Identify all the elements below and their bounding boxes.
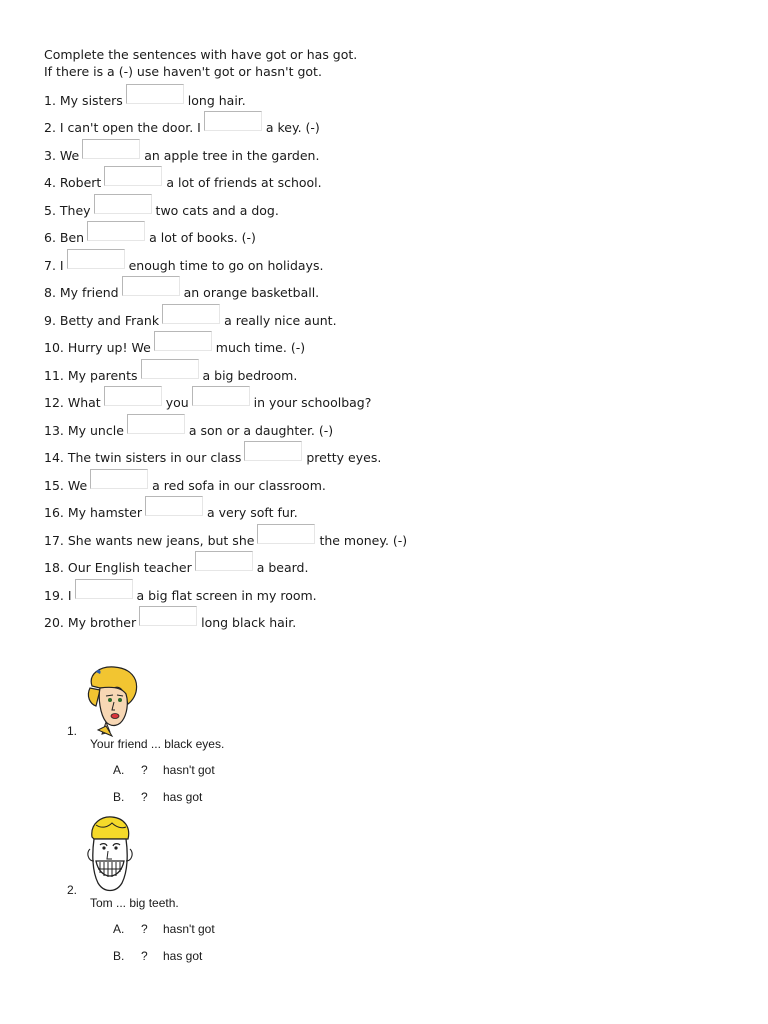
exercise-text: enough time to go on holidays. xyxy=(128,257,324,273)
option-letter: B. xyxy=(113,949,125,963)
exercise-text: 7. I xyxy=(44,257,64,273)
exercise-text: 1. My sisters xyxy=(44,92,123,108)
exercise-text: 4. Robert xyxy=(44,175,102,190)
exercise-text: 16. My hamster xyxy=(44,505,143,520)
exercise-text: a lot of friends at school. xyxy=(166,175,322,190)
instruction-line-1: Complete the sentences with have got or has got. xyxy=(44,47,358,62)
option-icon: ? xyxy=(141,790,148,804)
exercise-text: two cats and a dog. xyxy=(155,202,279,218)
exercise-text: 6. Ben xyxy=(44,230,85,245)
exercise-text: 12. What xyxy=(44,395,101,410)
exercise-text: 15. We xyxy=(44,477,88,493)
exercise-text: a very soft fur. xyxy=(207,505,298,520)
exercise-text: 20. My brother xyxy=(44,615,137,630)
exercise-text: the money. (-) xyxy=(319,532,408,548)
option-text: has got xyxy=(163,949,203,963)
exercise-text: a lot of books. (-) xyxy=(149,230,256,245)
instruction-line-2: If there is a (-) use haven't got or hasn't got. xyxy=(44,64,322,79)
exercise-text: pretty eyes. xyxy=(306,450,382,465)
exercise-text: 14. The twin sisters in our class xyxy=(44,450,242,465)
option-letter: B. xyxy=(113,790,125,804)
exercise-text: long black hair. xyxy=(201,615,297,630)
exercise-text: 9. Betty and Frank xyxy=(44,312,160,328)
exercise-text: 10. Hurry up! We xyxy=(44,340,151,355)
exercise-text: long hair. xyxy=(187,92,246,108)
exercise-text: an apple tree in the garden. xyxy=(144,147,320,163)
exercise-text: you xyxy=(165,395,189,410)
exercise-text: much time. (-) xyxy=(215,340,306,355)
option-text: hasn't got xyxy=(163,763,215,777)
option-icon: ? xyxy=(141,922,148,936)
grinning-man-face-icon xyxy=(86,815,134,897)
exercise-text: in your schoolbag? xyxy=(253,395,372,410)
exercise-text: a key. (-) xyxy=(265,120,320,135)
exercise-text: a beard. xyxy=(256,560,309,575)
quiz-question-text: Your friend ... black eyes. xyxy=(90,737,225,751)
exercise-text: 13. My uncle xyxy=(44,422,124,438)
exercise-text: an orange basketball. xyxy=(183,285,320,300)
exercise-text: a big bedroom. xyxy=(202,367,298,383)
quiz-option[interactable] xyxy=(113,790,202,804)
exercise-text: 3. We xyxy=(44,147,80,163)
option-letter: A. xyxy=(113,763,125,777)
option-icon: ? xyxy=(141,949,148,963)
exercise-text: 18. Our English teacher xyxy=(44,560,192,575)
exercise-text: a really nice aunt. xyxy=(224,312,337,328)
option-letter: A. xyxy=(113,922,125,936)
quiz-question-text: Tom ... big teeth. xyxy=(90,896,179,910)
quiz-question-number: 1. xyxy=(67,724,78,738)
exercise-text: 8. My friend xyxy=(44,285,119,300)
quiz-option[interactable] xyxy=(113,763,215,777)
exercise-text: a big flat screen in my room. xyxy=(136,587,317,603)
quiz-option[interactable] xyxy=(113,922,215,936)
quiz-question-number: 2. xyxy=(67,883,78,897)
exercise-text: 19. I xyxy=(44,587,72,603)
exercise-text: 11. My parents xyxy=(44,367,138,383)
exercise-text: 2. I can't open the door. I xyxy=(44,120,201,135)
exercise-text: a red sofa in our classroom. xyxy=(152,477,326,493)
woman-face-icon xyxy=(84,664,142,738)
option-text: hasn't got xyxy=(163,922,215,936)
option-text: has got xyxy=(163,790,203,804)
exercise-text: a son or a daughter. (-) xyxy=(188,422,334,438)
option-icon: ? xyxy=(141,763,148,777)
exercise-text: 17. She wants new jeans, but she xyxy=(44,532,255,548)
quiz-option[interactable] xyxy=(113,949,202,963)
exercise-text: 5. They xyxy=(44,202,91,218)
